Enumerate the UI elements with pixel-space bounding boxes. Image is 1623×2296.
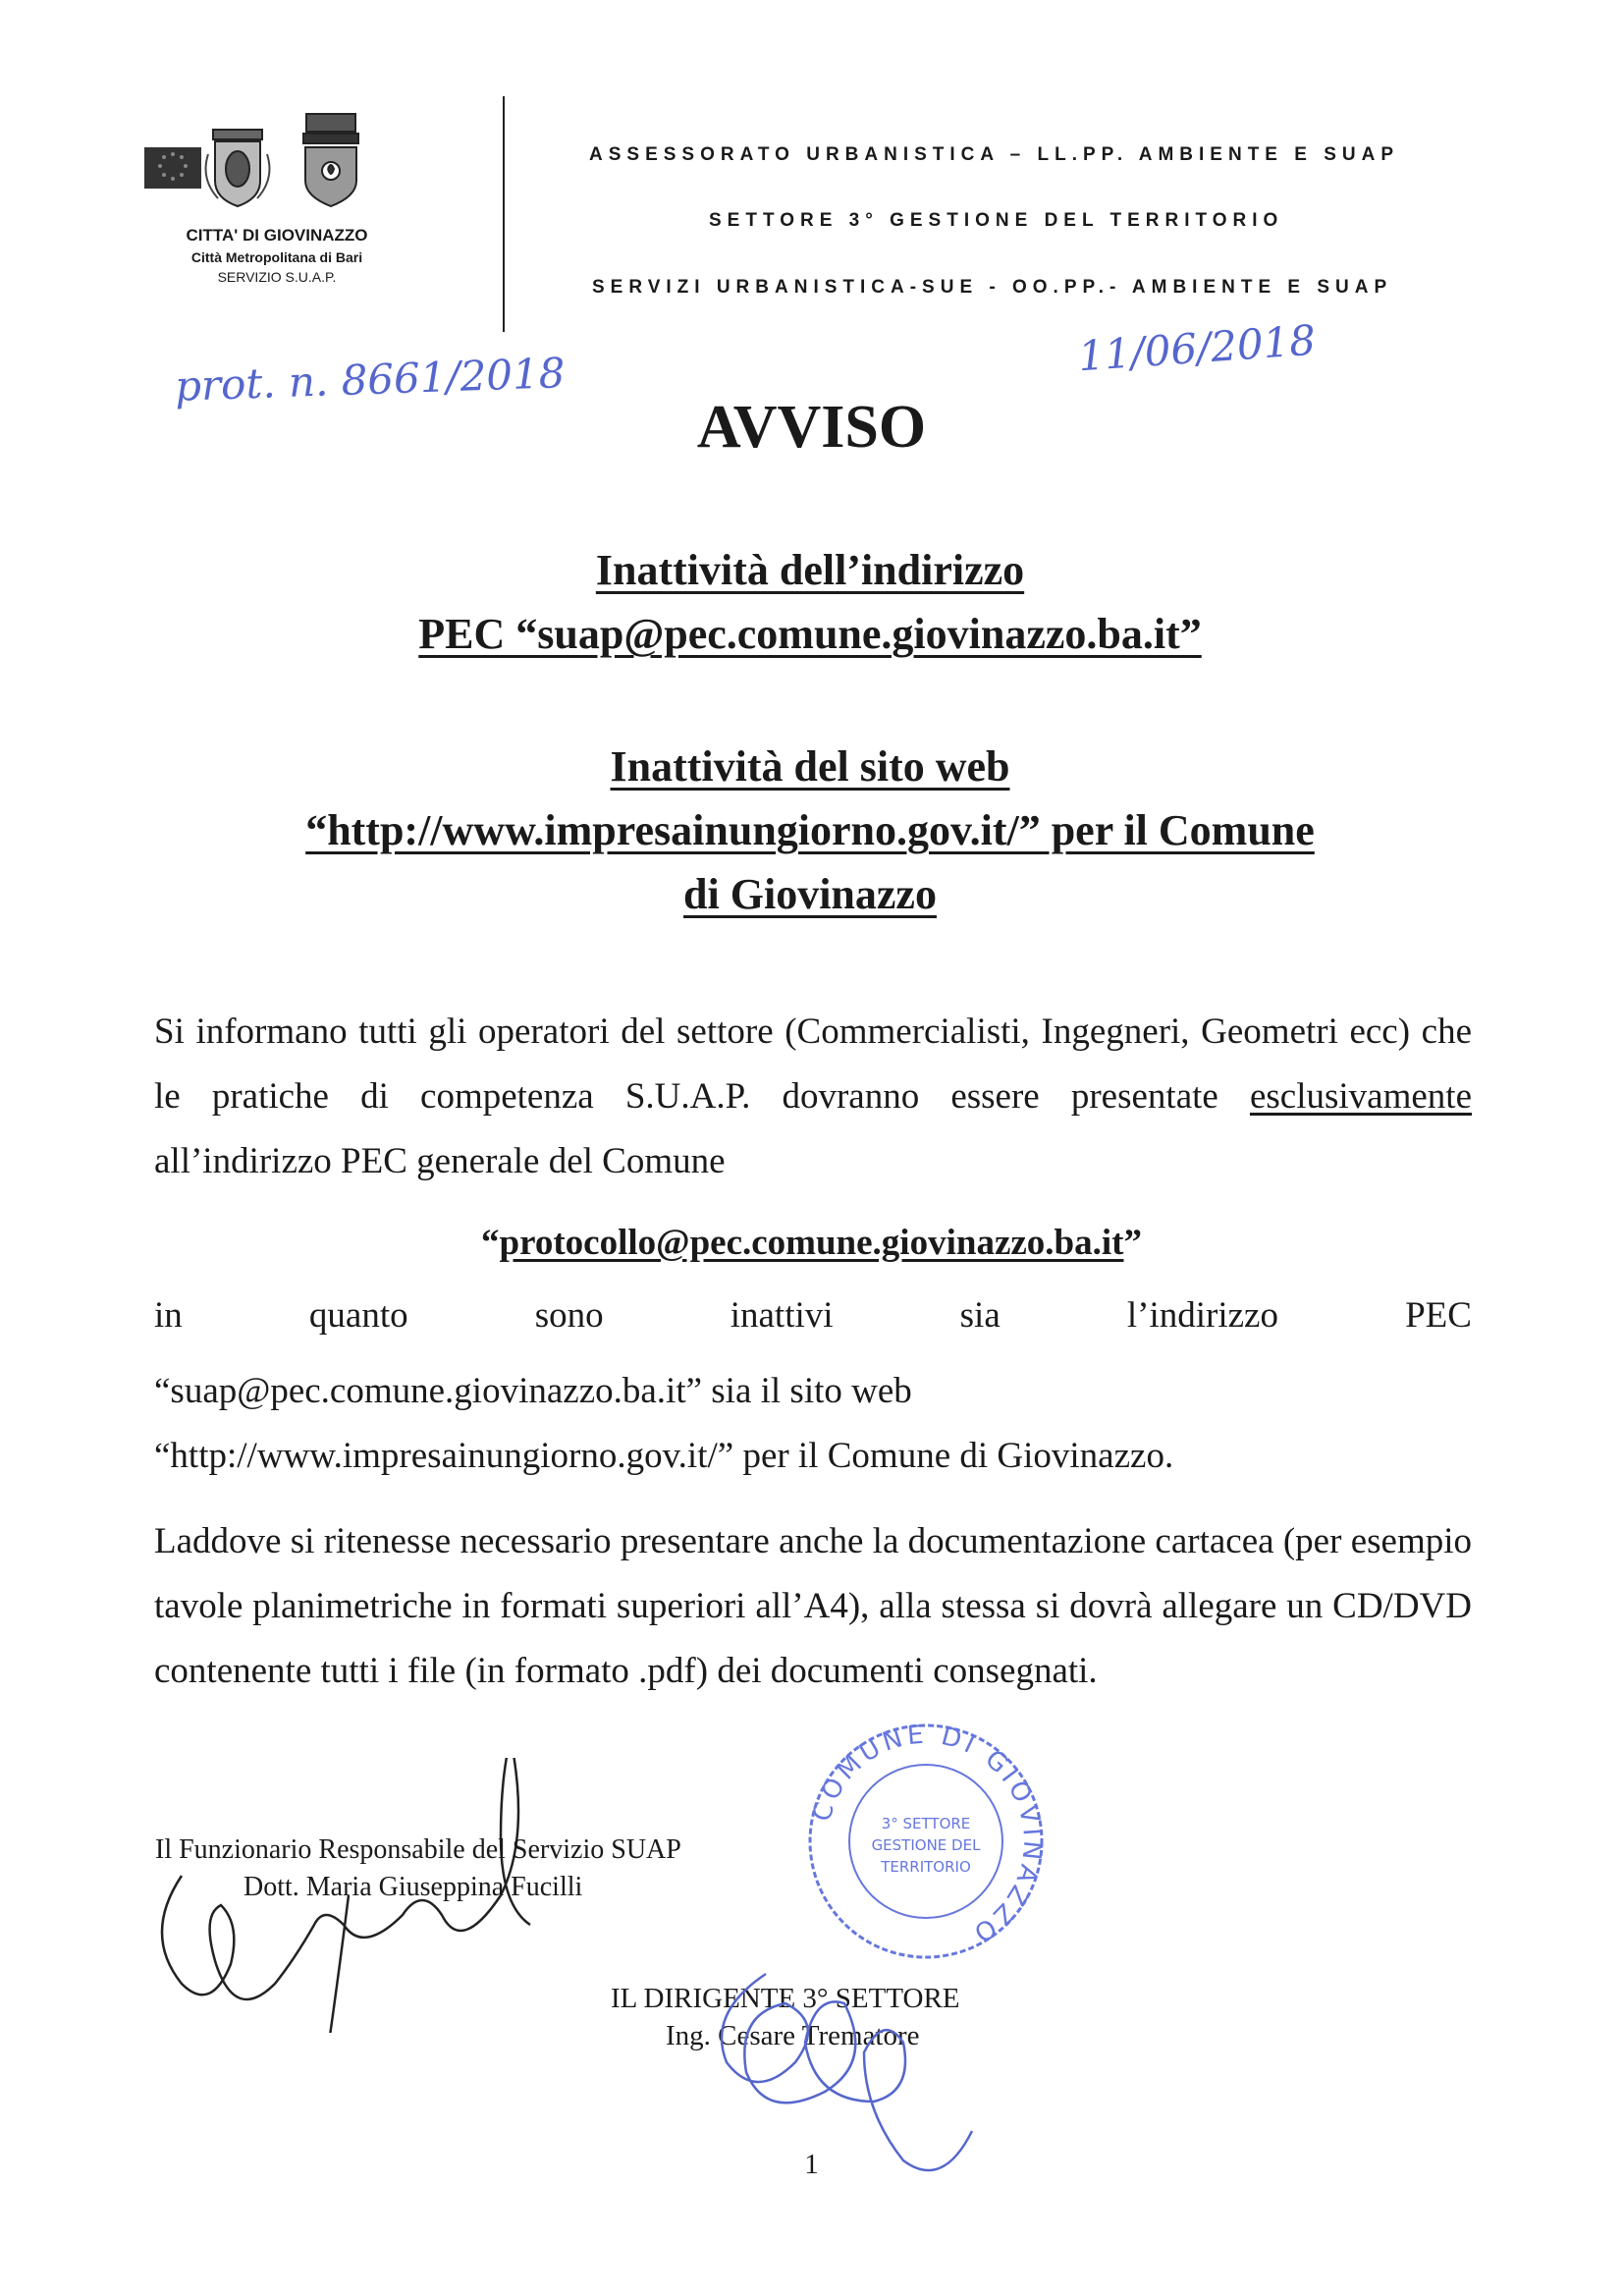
official-stamp-icon [803,1719,1049,1964]
p2-line-3: “http://www.impresainungiorno.gov.it/” per il Comune di Giovinazzo. [154,1436,1174,1476]
title2-line2: “http://www.impresainungiorno.gov.it/” per il Comune [305,806,1315,855]
paragraph-2-line-1 [154,1294,1472,1337]
notice-heading: AVVISO [696,394,927,461]
stamp-inner-2: GESTIONE DEL [871,1836,981,1854]
official-signature-block [155,1831,681,1906]
title2-line3: di Giovinazzo [683,870,937,919]
notice-title-1 [147,538,1473,666]
p1-text-start: Si informano tutti gli operatori del settore (Commercialisti, Ingegneri, Geometri ecc) che le pratiche di competenza S.U.A.P. dovranno essere presentate [154,1011,1472,1117]
p2-word: in [154,1295,183,1336]
p2-word: quanto [308,1295,408,1336]
svg-text:COMUNE DI GIOVINAZZO [807,1721,1047,1950]
region-crest-icon [303,114,358,206]
pec-address-line [0,1222,1623,1264]
header-line-3: SERVIZI URBANISTICA-SUE - OO.PP.- AMBIENTE E SUAP [592,277,1393,298]
title2-line1: Inattività del sito web [610,742,1010,791]
p2-word: sono [534,1295,604,1336]
header-divider [503,96,505,332]
header-line-2: SETTORE 3° GESTIONE DEL TERRITORIO [709,210,1284,231]
director-role: IL DIRIGENTE 3° SETTORE [611,1983,960,2014]
notice-title-2 [147,735,1473,926]
paragraph-1 [154,1000,1472,1194]
p2-word: l’indirizzo [1126,1295,1278,1336]
city-name: CITTA' DI GIOVINAZZO [186,226,368,245]
handwritten-date: 11/06/2018 [1076,315,1318,381]
p2-word: inattivi [730,1295,834,1336]
city-crest-icon [206,130,270,206]
title1-line1: Inattività dell’indirizzo [595,546,1025,594]
stamp-outer-text: COMUNE DI GIOVINAZZO [807,1720,1048,1950]
metro-area: Città Metropolitana di Bari [190,249,363,265]
p2-word: PEC [1405,1295,1472,1336]
pec-address: protocollo@pec.comune.giovinazzo.ba.it [499,1223,1124,1263]
page-number: 1 [804,2149,819,2180]
pec-open-quote: “ [481,1223,500,1263]
header-logos [144,110,400,218]
eu-flag-icon [144,147,201,189]
paragraph-3: Laddove si ritenesse necessario presentare anche la documentazione cartacea (per esempio tavole planimetriche in formati superiori all’A4), alla stessa si dovrà allegare un CD/DVD contenente tutti i file (in formato .pdf) dei documenti consegnati. [154,1521,1472,1691]
official-role: Il Funzionario Responsabile del Servizio SUAP [155,1834,681,1865]
p1-text-end: all’indirizzo PEC generale del Comune [154,1141,726,1181]
stamp-inner-1: 3° SETTORE [881,1815,971,1832]
title1-line2: PEC “suap@pec.comune.giovinazzo.ba.it” [418,610,1202,659]
header-line-1: ASSESSORATO URBANISTICA – LL.PP. AMBIENTE E SUAP [589,144,1400,165]
pec-close-quote: ” [1123,1223,1142,1263]
logo-group-icon [144,110,400,218]
city-block [144,226,409,285]
p2-word: sia [959,1295,1001,1336]
paragraph-2-rest [154,1359,1472,1489]
director-name: Ing. Cesare Trematore [666,2020,920,2051]
p1-emphasis: esclusivamente [1249,1076,1472,1117]
handwritten-protocol: prot. n. 8661/2018 [174,349,567,410]
stamp-inner-3: TERRITORIO [881,1858,971,1876]
official-name: Dott. Maria Giuseppina Fucilli [243,1872,583,1902]
p2-line-2: “suap@pec.comune.giovinazzo.ba.it” sia il sito web [154,1371,912,1411]
service-name: SERVIZIO S.U.A.P. [217,269,337,285]
